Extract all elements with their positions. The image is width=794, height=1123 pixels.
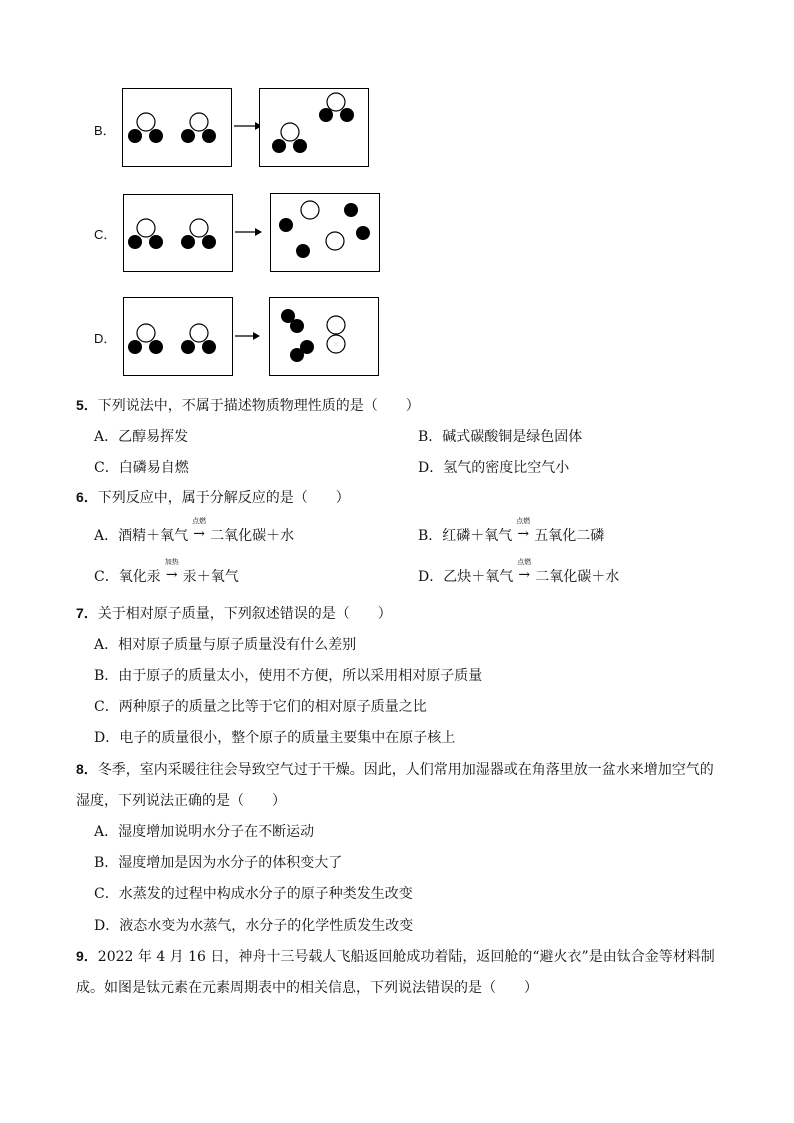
white-atom (190, 324, 208, 342)
white-atom (301, 201, 319, 219)
products: 二氧化碳＋水 (210, 528, 295, 544)
arrow-icon: → (517, 526, 530, 542)
option-d-label: D． (94, 331, 117, 346)
q5-option-d[interactable]: D．氢气的密度比空气小 (418, 460, 570, 476)
question-9 (76, 946, 715, 966)
q5-option-b[interactable]: B．碱式碳酸铜是绿色固体 (418, 429, 583, 445)
products: 五氧化二磷 (534, 528, 605, 544)
question-7 (76, 603, 392, 623)
diagram-b-after-box (260, 89, 369, 167)
black-atom (128, 340, 142, 354)
white-atom (281, 123, 299, 141)
black-atom (290, 319, 304, 333)
reaction-condition-arrow (513, 558, 535, 583)
question-8 (76, 759, 714, 779)
diagram-c (120, 191, 382, 275)
option-c-label: C． (94, 227, 117, 242)
question-stem: 下列说法中，不属于描述物质物理性质的是（ ） (97, 398, 420, 414)
black-atom (181, 235, 195, 249)
reactants: 乙炔＋氧气 (443, 569, 514, 585)
q6-option-d[interactable] (418, 558, 620, 586)
white-atom (137, 324, 155, 342)
question-stem-line-2: 湿度，下列说法正确的是（ ） (76, 793, 286, 809)
arrow-head (255, 228, 262, 236)
black-atom (202, 129, 216, 143)
question-stem-line-1: 2022 年 4 月 16 日，神舟十三号载人飞船返回舱成功着陆，返回舱的“避火衣”是由钛合金等材料制 (97, 949, 715, 965)
option-letter: B． (418, 528, 443, 544)
q8-option-d[interactable]: D．液态水变为水蒸气，水分子的化学性质发生改变 (94, 918, 414, 934)
black-atom (279, 218, 293, 232)
reaction-condition-arrow (512, 517, 534, 542)
white-atom (327, 316, 345, 334)
reaction-condition-arrow (188, 517, 210, 542)
white-atom (327, 93, 345, 111)
black-atom (128, 129, 142, 143)
white-atom (327, 335, 345, 353)
black-atom (356, 226, 370, 240)
arrow-head (253, 332, 260, 340)
reactants: 氧化汞 (118, 569, 161, 585)
white-atom (190, 113, 208, 131)
q6-option-c[interactable] (94, 558, 239, 586)
products: 二氧化碳＋水 (535, 569, 620, 585)
diagram-d-after-box (270, 298, 379, 376)
q6-option-a[interactable] (94, 517, 295, 545)
white-atom (137, 219, 155, 237)
reactants: 酒精＋氧气 (118, 528, 189, 544)
q7-option-b[interactable]: B．由于原子的质量太小，使用不方便，所以采用相对原子质量 (94, 668, 483, 684)
black-atom (319, 108, 333, 122)
q7-option-c[interactable]: C．两种原子的质量之比等于它们的相对原子质量之比 (94, 699, 427, 715)
black-atom (344, 203, 358, 217)
black-atom (149, 235, 163, 249)
reaction-condition-arrow (161, 558, 183, 583)
q5-option-c[interactable]: C．白磷易自燃 (94, 460, 189, 476)
q5-option-a[interactable]: A．乙醇易挥发 (94, 429, 189, 445)
white-atom (326, 232, 344, 250)
question-stem: 关于相对原子质量，下列叙述错误的是（ ） (97, 606, 392, 622)
q8-option-b[interactable]: B．湿度增加是因为水分子的体积变大了 (94, 855, 343, 871)
reaction-condition: 点燃 (517, 558, 532, 566)
black-atom (149, 129, 163, 143)
reaction-condition: 点燃 (516, 517, 531, 525)
q6-option-b[interactable] (418, 517, 605, 545)
black-atom (202, 340, 216, 354)
reactants: 红磷＋氧气 (442, 528, 513, 544)
question-number: 5． (76, 397, 98, 413)
arrow-icon: → (518, 567, 531, 583)
option-letter: D． (418, 569, 444, 585)
question-stem-line-2: 成。如图是钛元素在元素周期表中的相关信息，下列说法错误的是（ ） (76, 980, 538, 996)
question-6 (76, 487, 350, 507)
reaction-condition: 加热 (164, 558, 179, 566)
question-stem: 下列反应中，属于分解反应的是（ ） (97, 490, 350, 506)
diagram-d (120, 295, 382, 379)
q7-option-d[interactable]: D．电子的质量很小，整个原子的质量主要集中在原子核上 (94, 730, 456, 746)
black-atom (181, 129, 195, 143)
q8-option-a[interactable]: A．湿度增加说明水分子在不断运动 (94, 824, 315, 840)
arrow-icon: → (193, 526, 205, 542)
option-letter: C． (94, 569, 119, 585)
question-stem-line-1: 冬季，室内采暖往往会导致空气过于干燥。因此，人们常用加湿器或在角落里放一盆水来增加空气的 (97, 762, 714, 778)
option-letter: A． (94, 528, 119, 544)
black-atom (128, 235, 142, 249)
diagram-b (120, 86, 372, 170)
question-number: 7． (76, 605, 98, 621)
q7-option-a[interactable]: A．相对原子质量与原子质量没有什么差别 (94, 637, 357, 653)
black-atom (272, 139, 286, 153)
question-number: 8． (76, 761, 98, 777)
question-5 (76, 395, 420, 415)
black-atom (300, 340, 314, 354)
black-atom (340, 108, 354, 122)
black-atom (181, 340, 195, 354)
black-atom (202, 235, 216, 249)
black-atom (149, 340, 163, 354)
white-atom (190, 219, 208, 237)
white-atom (137, 113, 155, 131)
products: 汞＋氧气 (182, 569, 239, 585)
question-number: 9． (76, 948, 98, 964)
black-atom (296, 244, 310, 258)
black-atom (293, 139, 307, 153)
arrow-icon: → (165, 567, 178, 583)
reaction-condition: 点燃 (192, 517, 207, 525)
q8-option-c[interactable]: C．水蒸发的过程中构成水分子的原子种类发生改变 (94, 886, 413, 902)
option-b-label: B． (94, 123, 116, 138)
question-number: 6． (76, 489, 98, 505)
